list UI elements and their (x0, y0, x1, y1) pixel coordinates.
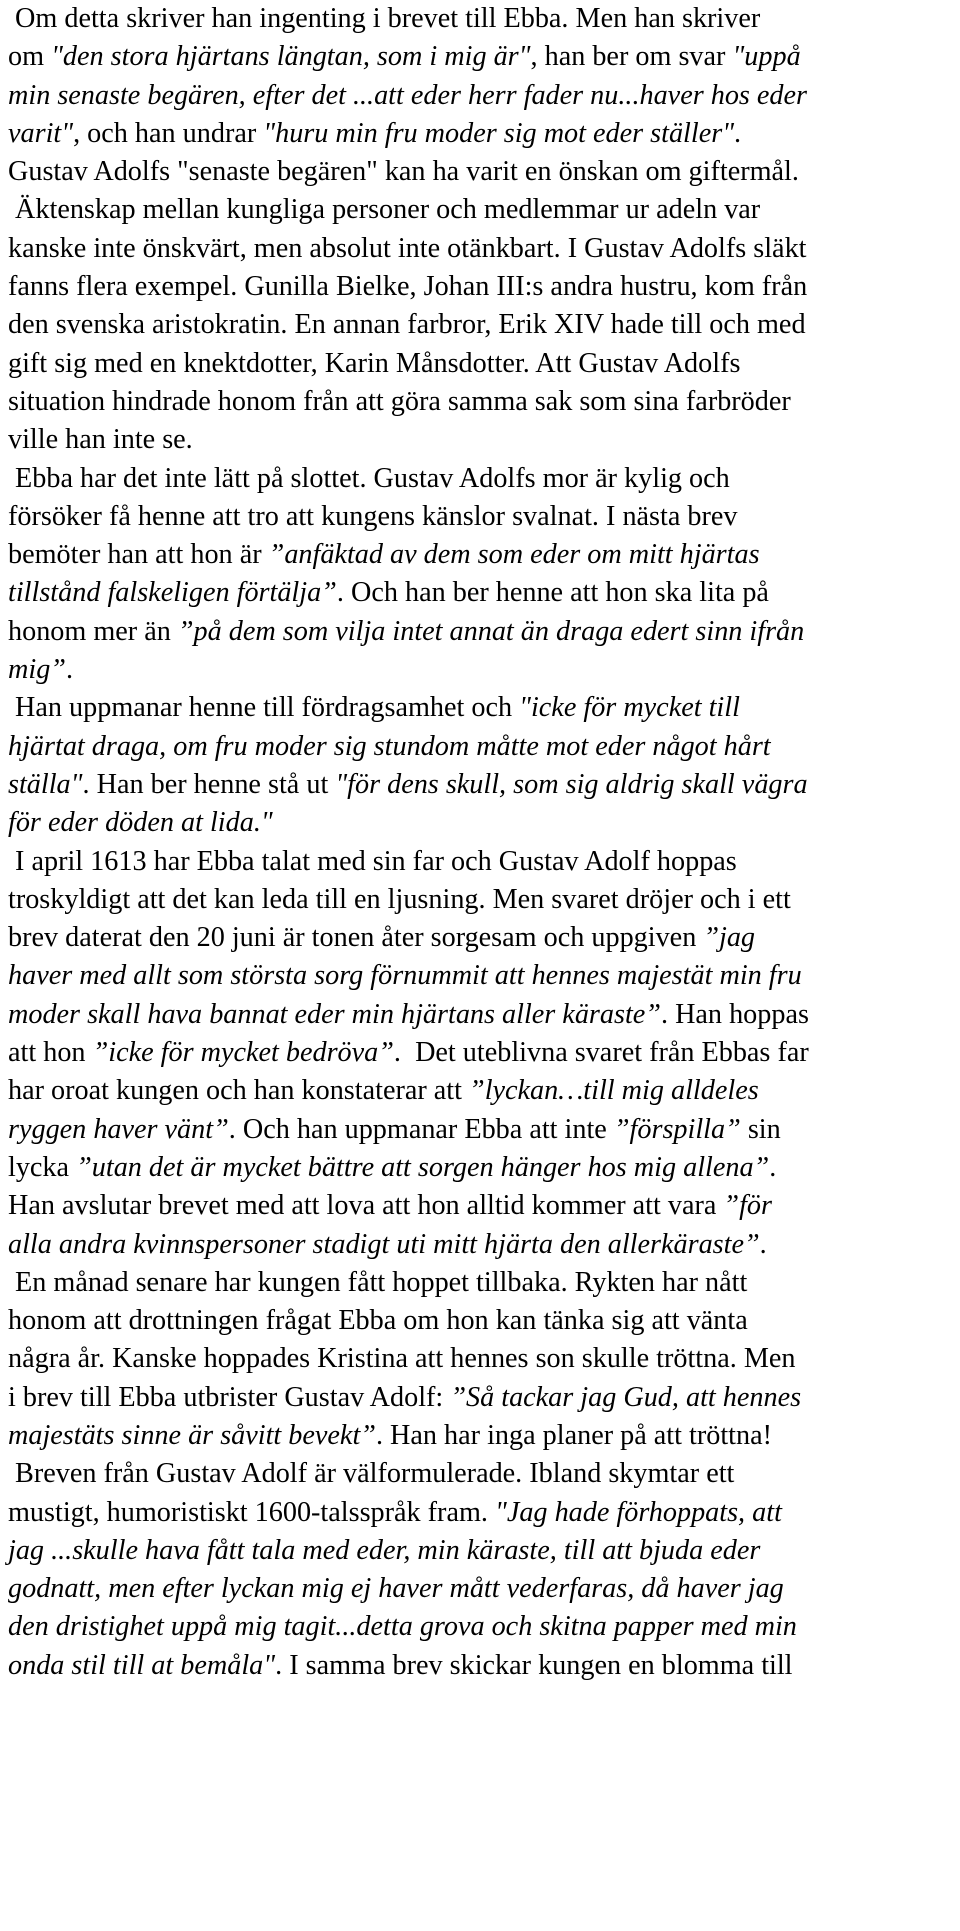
quoted-italic-text: ”jag (703, 922, 756, 954)
body-text: Han avslutar brevet med att lova att hon alltid kommer att vara (8, 1190, 724, 1222)
body-text: ville han inte se. (8, 424, 193, 456)
quoted-italic-text: "icke för mycket till (519, 692, 740, 724)
body-text: fanns flera exempel. Gunilla Bielke, Johan III:s andra hustru, kom från (8, 271, 808, 303)
text-line (8, 957, 958, 995)
text-line (8, 421, 958, 459)
quoted-italic-text: ”Så tackar jag Gud, att hennes (450, 1381, 802, 1413)
paragraph (8, 0, 958, 460)
body-text: . Det uteblivna svaret från Ebbas far (393, 1037, 809, 1069)
body-text: Han uppmanar henne till fördragsamhet och (8, 692, 520, 724)
quoted-italic-text: alla andra kvinnspersoner stadigt uti mitt hjärta den allerkäraste” (8, 1228, 760, 1260)
body-text: Ebba har det inte lätt på slottet. Gustav Adolfs mor är kylig och (8, 462, 730, 494)
quoted-italic-text: ”på dem som vilja intet annat än draga edert sinn ifrån (177, 615, 805, 647)
text-line (8, 919, 958, 957)
text-line (8, 153, 958, 191)
quoted-italic-text: varit" (8, 117, 74, 149)
text-line (8, 574, 958, 612)
quoted-italic-text: "den stora hjärtans längtan, som i mig är" (51, 41, 531, 73)
text-line (8, 383, 958, 421)
paragraph (8, 1455, 958, 1685)
document-page (8, 0, 958, 1685)
text-line (8, 1647, 958, 1685)
body-text: honom mer än (8, 615, 178, 647)
body-text: En månad senare har kungen fått hoppet tillbaka. Rykten har nått (8, 1266, 748, 1298)
text-line (8, 38, 958, 76)
quoted-italic-text: ryggen haver vänt” (8, 1113, 229, 1145)
paragraph (8, 460, 958, 690)
quoted-italic-text: ”utan det är mycket bättre att sorgen hänger hos mig allena” (76, 1151, 770, 1183)
body-text: I april 1613 har Ebba talat med sin far och Gustav Adolf hoppas (8, 845, 737, 877)
body-text: . Och han ber henne att hon ska lita på (336, 577, 769, 609)
text-line (8, 77, 958, 115)
text-line (8, 1264, 958, 1302)
text-line (8, 1149, 958, 1187)
text-line (8, 996, 958, 1034)
text-line (8, 230, 958, 268)
body-text: , han ber om svar (530, 41, 733, 73)
body-text: . I samma brev skickar kungen en blomma till (275, 1649, 793, 1681)
text-line (8, 881, 958, 919)
body-text: Breven från Gustav Adolf är välformulerade. Ibland skymtar ett (8, 1458, 735, 1490)
text-line (8, 1226, 958, 1264)
text-line (8, 345, 958, 383)
body-text: . (769, 1151, 777, 1183)
body-text: . Han har inga planer på att tröttna! (375, 1419, 772, 1451)
body-text: i brev till Ebba utbrister Gustav Adolf: (8, 1381, 451, 1413)
quoted-italic-text: ”förspilla” (613, 1113, 741, 1145)
quoted-italic-text: ställa" (8, 768, 83, 800)
body-text: . Han hoppas (660, 998, 809, 1030)
text-line (8, 115, 958, 153)
body-text: . (759, 1228, 767, 1260)
text-line (8, 191, 958, 229)
body-text: , och han undrar (73, 117, 264, 149)
quoted-italic-text: "huru min fru moder sig mot eder ställer" (263, 117, 735, 149)
quoted-italic-text: min senaste begären, efter det ...att eder herr fader nu...haver hos eder (8, 79, 808, 111)
quoted-italic-text: haver med allt som största sorg förnummit att hennes majestät min fru (8, 960, 802, 992)
quoted-italic-text: tillstånd falskeligen förtälja” (8, 577, 337, 609)
text-line (8, 1072, 958, 1110)
body-text: några år. Kanske hoppades Kristina att hennes son skulle tröttna. Men (8, 1343, 796, 1375)
body-text: . Och han uppmanar Ebba att inte (228, 1113, 614, 1145)
quoted-italic-text: ”icke för mycket bedröva” (92, 1037, 394, 1069)
quoted-italic-text: majestäts sinne är såvitt bevekt” (8, 1419, 376, 1451)
quoted-italic-text: jag ...skulle hava fått tala med eder, min käraste, till att bjuda eder (8, 1534, 761, 1566)
quoted-italic-text: mig” (8, 654, 66, 686)
body-text: försöker få henne att tro att kungens känslor svalnat. I nästa brev (8, 500, 738, 532)
text-line (8, 306, 958, 344)
body-text: att hon (8, 1037, 93, 1069)
text-line (8, 613, 958, 651)
text-line (8, 268, 958, 306)
body-text: Äktenskap mellan kungliga personer och medlemmar ur adeln var (8, 194, 761, 226)
text-line (8, 766, 958, 804)
body-text: Om detta skriver han ingenting i brevet till Ebba. Men han skriver (8, 3, 768, 34)
body-text: Gustav Adolfs "senaste begären" kan ha varit en önskan om giftermål. (8, 156, 799, 188)
body-text: . Han ber henne stå ut (82, 768, 336, 800)
body-text: brev daterat den 20 juni är tonen åter sorgesam och uppgiven (8, 922, 704, 954)
text-line (8, 1608, 958, 1646)
quoted-italic-text: "uppå (732, 41, 801, 73)
text-line (8, 1570, 958, 1608)
text-line (8, 1532, 958, 1570)
text-line (8, 1455, 958, 1493)
quoted-italic-text: ”för (723, 1190, 772, 1222)
body-text: om (8, 41, 52, 73)
body-text: sin (740, 1113, 781, 1145)
paragraph (8, 843, 958, 1264)
text-line (8, 1379, 958, 1417)
text-line (8, 1340, 958, 1378)
quoted-italic-text: onda stil till at bemåla" (8, 1649, 276, 1681)
text-line (8, 460, 958, 498)
body-text: troskyldigt att det kan leda till en ljusning. Men svaret dröjer och i ett (8, 883, 791, 915)
quoted-italic-text: "för dens skull, som sig aldrig skall vägra (335, 768, 808, 800)
text-line (8, 1494, 958, 1532)
body-text: . (734, 117, 742, 149)
quoted-italic-text: för eder döden at lida." (8, 807, 273, 839)
text-line (8, 1111, 958, 1149)
body-text: bemöter han att hon är (8, 539, 269, 571)
quoted-italic-text: moder skall hava bannat eder min hjärtans aller käraste” (8, 998, 661, 1030)
text-line (8, 728, 958, 766)
quoted-italic-text: ”anfäktad av dem som eder om mitt hjärtas (268, 539, 760, 571)
text-line (8, 804, 958, 842)
text-line (8, 843, 958, 881)
body-text: . (65, 654, 74, 686)
text-line (8, 498, 958, 536)
text-line (8, 0, 958, 38)
body-text: har oroat kungen och han konstaterar att (8, 1075, 470, 1107)
text-line (8, 1302, 958, 1340)
body-text: lycka (8, 1151, 77, 1183)
quoted-italic-text: ”lyckan…till mig alldeles (469, 1075, 759, 1107)
quoted-italic-text: godnatt, men efter lyckan mig ej haver mått vederfaras, då haver jag (8, 1573, 784, 1605)
paragraph (8, 689, 958, 842)
body-text: situation hindrade honom från att göra samma sak som sina farbröder (8, 385, 791, 417)
body-text: honom att drottningen frågat Ebba om hon kan tänka sig att vänta (8, 1305, 748, 1337)
text-line (8, 536, 958, 574)
text-line (8, 1187, 958, 1225)
text-line (8, 689, 958, 727)
text-line (8, 1034, 958, 1072)
text-line (8, 1417, 958, 1455)
quoted-italic-text: "Jag hade förhoppats, att (494, 1496, 782, 1528)
body-text: den svenska aristokratin. En annan farbror, Erik XIV hade till och med (8, 309, 806, 341)
body-text: mustigt, humoristiskt 1600-talsspråk fram. (8, 1496, 495, 1528)
body-text: kanske inte önskvärt, men absolut inte otänkbart. I Gustav Adolfs släkt (8, 232, 807, 264)
quoted-italic-text: den dristighet uppå mig tagit...detta grova och skitna papper med min (8, 1611, 797, 1643)
quoted-italic-text: hjärtat draga, om fru moder sig stundom måtte mot eder något hårt (8, 730, 771, 762)
body-text: gift sig med en knektdotter, Karin Månsdotter. Att Gustav Adolfs (8, 347, 741, 379)
paragraph (8, 1264, 958, 1455)
text-line (8, 651, 958, 689)
